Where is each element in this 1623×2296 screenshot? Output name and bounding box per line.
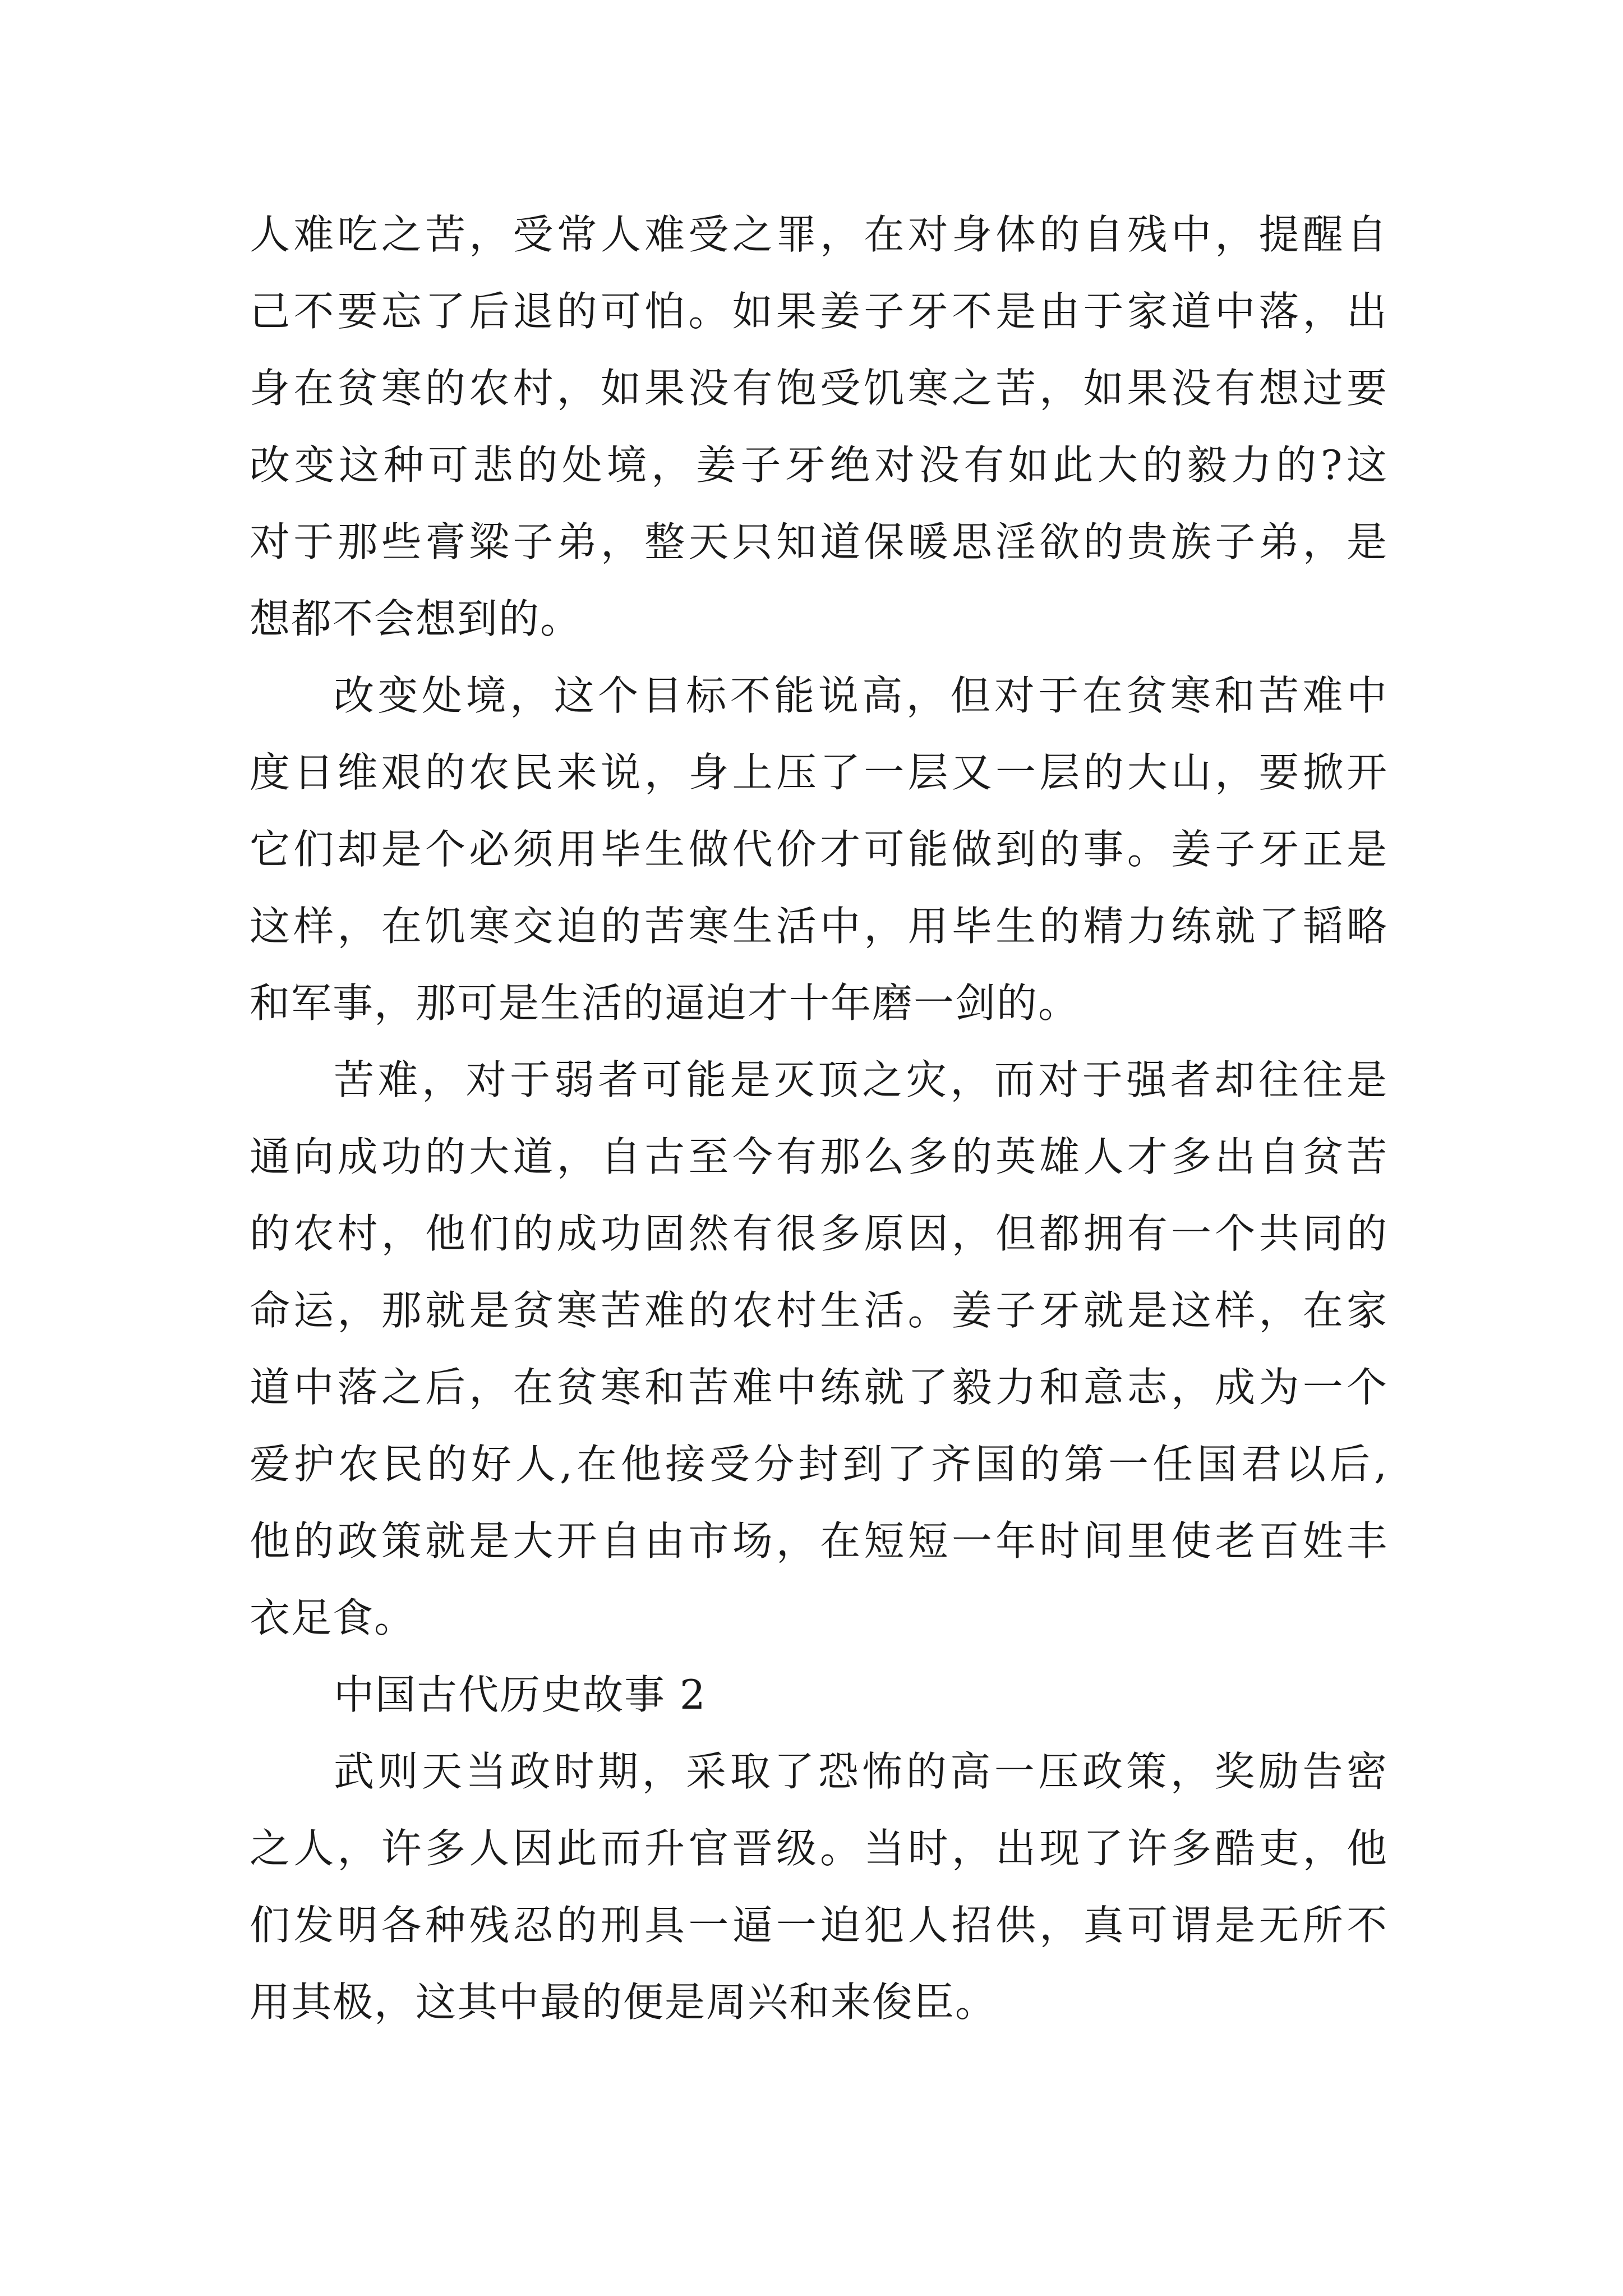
text-line: 对于那些膏粱子弟，整天只知道保暖思淫欲的贵族子弟，是 [250,518,1388,565]
text-line: 这样，在饥寒交迫的苦寒生活中，用毕生的精力练就了韬略 [250,903,1388,950]
text-line: 用其极，这其中最的便是周兴和来俊臣。 [250,1978,997,2026]
text-line: 苦难，对于弱者可能是灭顶之灾，而对于强者却往往是 [334,1056,1388,1103]
text-line: 道中落之后，在贫寒和苦难中练就了毅力和意志，成为一个 [250,1364,1388,1411]
text-line: 它们却是个必须用毕生做代价才可能做到的事。姜子牙正是 [250,826,1388,873]
text-line: 和军事，那可是生活的逼迫才十年磨一剑的。 [250,979,1080,1027]
paragraph [250,1042,1388,1657]
text-line: 改变这种可悲的处境，姜子牙绝对没有如此大的毅力的?这 [250,441,1388,489]
text-line: 改变处境，这个目标不能说高，但对于在贫寒和苦难中 [334,672,1388,719]
text-line: 衣足食。 [250,1594,416,1641]
document-body [250,196,1388,2041]
text-line: 身在贫寒的农村，如果没有饱受饥寒之苦，如果没有想过要 [250,365,1388,412]
text-line: 他的政策就是大开自由市场，在短短一年时间里使老百姓丰 [250,1517,1388,1565]
section-title: 中国古代历史故事 2 [334,1671,707,1718]
text-line: 人难吃之苦，受常人难受之罪，在对身体的自残中，提醒自 [250,211,1388,258]
text-line: 命运，那就是贫寒苦难的农村生活。姜子牙就是这样，在家 [250,1287,1388,1334]
text-line: 们发明各种残忍的刑具一逼一迫犯人招供，真可谓是无所不 [250,1902,1388,1949]
text-line: 之人，许多人因此而升官晋级。当时，出现了许多酷吏，他 [250,1825,1388,1872]
text-line: 己不要忘了后退的可怕。如果姜子牙不是由于家道中落，出 [250,288,1388,335]
text-line: 想都不会想到的。 [250,595,582,642]
text-line: 度日维艰的农民来说，身上压了一层又一层的大山，要掀开 [250,749,1388,796]
text-line: 爱护农民的好人,在他接受分封到了齐国的第一任国君以后, [250,1441,1388,1488]
paragraph [250,196,1388,657]
paragraph [250,657,1388,1042]
text-line: 通向成功的大道，自古至今有那么多的英雄人才多出自贫苦 [250,1133,1388,1180]
text-line: 武则天当政时期，采取了恐怖的高一压政策，奖励告密 [334,1748,1388,1795]
text-line: 的农村，他们的成功固然有很多原因，但都拥有一个共同的 [250,1210,1388,1257]
paragraph [250,1733,1388,2041]
